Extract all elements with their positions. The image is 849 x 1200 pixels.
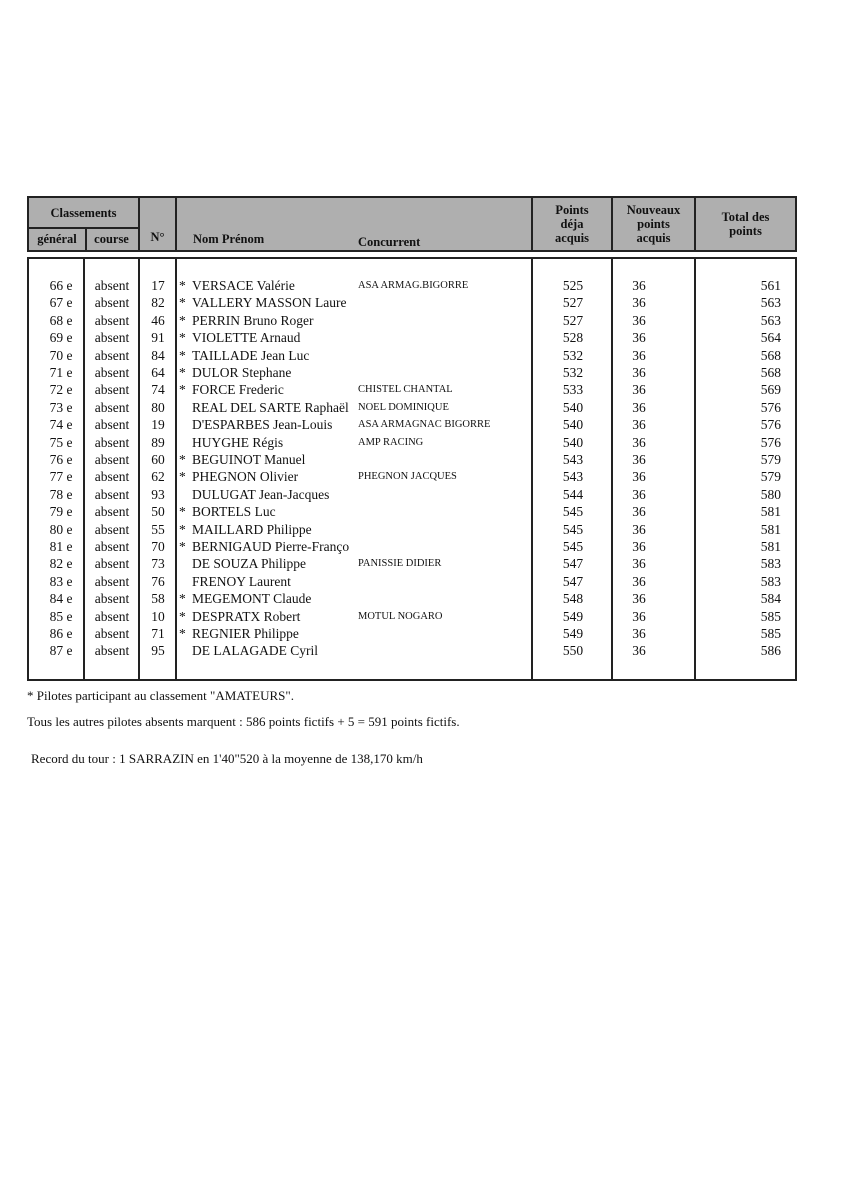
header-classements-label: Classements — [29, 198, 138, 229]
driver-name: DESPRATX Robert — [192, 608, 301, 624]
table-row — [29, 399, 795, 416]
rank-course: absent — [94, 608, 130, 624]
car-number: 71 — [151, 626, 165, 641]
amateur-marker: * — [179, 539, 186, 554]
rank-course: absent — [94, 347, 130, 363]
rank-course: absent — [94, 399, 130, 415]
amateur-marker: * — [179, 295, 186, 311]
rank-general: 73 e — [49, 399, 73, 415]
rank-course: absent — [94, 573, 130, 589]
total-points: 568 — [760, 347, 781, 363]
total-points: 576 — [760, 434, 781, 450]
entrant: PANISSIE DIDIER — [358, 558, 442, 570]
points-acquired: 543 — [562, 452, 584, 467]
amateur-marker: * — [179, 452, 186, 467]
rank-general: 67 e — [49, 295, 73, 311]
rank-course: absent — [94, 486, 130, 502]
total-points: 584 — [760, 591, 781, 607]
rank-course: absent — [94, 504, 130, 520]
table-row — [29, 312, 795, 329]
total-points: 561 — [760, 278, 781, 293]
rank-general: 76 e — [49, 452, 73, 467]
amateur-marker: * — [179, 312, 186, 328]
total-points: 585 — [760, 626, 781, 641]
rank-course: absent — [94, 417, 130, 433]
amateur-marker: * — [179, 608, 186, 624]
entrant: MOTUL NOGARO — [358, 610, 443, 622]
total-points: 563 — [760, 295, 781, 311]
header-course: course — [94, 231, 129, 246]
new-points: 36 — [632, 347, 646, 363]
table-row — [29, 364, 795, 381]
table-row — [29, 573, 795, 590]
table-row — [29, 486, 795, 503]
total-points: 569 — [760, 382, 781, 398]
points-acquired: 549 — [562, 626, 584, 641]
driver-name: D'ESPARBES Jean-Louis — [192, 417, 333, 433]
car-number: 73 — [151, 556, 165, 572]
car-number: 55 — [151, 521, 165, 537]
rank-general: 81 e — [49, 539, 73, 554]
points-acquired: 545 — [562, 539, 584, 554]
amateur-marker: * — [179, 521, 186, 537]
amateurs-note: * Pilotes participant au classement "AMATEURS". — [27, 688, 294, 703]
total-points: 581 — [760, 521, 781, 537]
rank-general: 78 e — [49, 486, 73, 502]
rank-general: 75 e — [49, 434, 73, 450]
rank-course: absent — [94, 365, 130, 380]
car-number: 80 — [151, 399, 165, 415]
entrant: AMP RACING — [358, 436, 424, 448]
car-number: 17 — [151, 278, 165, 293]
points-acquired: 545 — [562, 521, 584, 537]
header-nom-prenom: Nom Prénom — [193, 232, 265, 246]
absents-note: Tous les autres pilotes absents marquent : 586 points fictifs + 5 = 591 points fictifs. — [27, 714, 460, 729]
rank-course: absent — [94, 469, 130, 485]
car-number: 95 — [151, 643, 165, 659]
new-points: 36 — [632, 278, 646, 293]
total-points: 581 — [760, 539, 781, 554]
new-points: 36 — [632, 434, 646, 450]
total-points: 585 — [760, 608, 781, 624]
new-points: 36 — [632, 330, 646, 346]
table-row — [29, 521, 795, 538]
points-acquired: 545 — [562, 504, 584, 520]
table-row — [29, 451, 795, 468]
driver-name: DULUGAT Jean-Jacques — [192, 486, 330, 502]
rank-course: absent — [94, 382, 130, 398]
car-number: 19 — [151, 417, 165, 433]
new-points: 36 — [632, 312, 646, 328]
rank-general: 69 e — [49, 330, 73, 346]
new-points: 36 — [632, 452, 646, 467]
new-points: 36 — [632, 504, 646, 520]
new-points: 36 — [632, 417, 646, 433]
driver-name: VIOLETTE Arnaud — [192, 330, 301, 346]
points-acquired: 540 — [562, 417, 584, 433]
rank-general: 68 e — [49, 312, 73, 328]
table-header — [27, 196, 797, 252]
table-row — [29, 625, 795, 642]
points-acquired: 532 — [562, 365, 584, 380]
new-points: 36 — [632, 591, 646, 607]
total-points: 568 — [760, 365, 781, 380]
driver-name: BEGUINOT Manuel — [192, 452, 306, 467]
car-number: 62 — [151, 469, 165, 485]
lap-record: Record du tour : 1 SARRAZIN en 1'40"520 à la moyenne de 138,170 km/h — [31, 751, 423, 766]
table-row — [29, 468, 795, 485]
points-acquired: 547 — [562, 556, 584, 572]
new-points: 36 — [632, 556, 646, 572]
table-row — [29, 347, 795, 364]
rank-course: absent — [94, 556, 130, 572]
entrant: NOEL DOMINIQUE — [358, 401, 449, 413]
table-row — [29, 538, 795, 555]
header-numero: N° — [140, 198, 177, 250]
driver-name: DULOR Stephane — [192, 365, 292, 380]
points-acquired: 527 — [562, 295, 584, 311]
driver-name: VALLERY MASSON Laure — [192, 295, 347, 311]
entrant: ASA ARMAGNAC BIGORRE — [358, 419, 491, 431]
rank-general: 84 e — [49, 591, 73, 607]
rank-course: absent — [94, 539, 130, 554]
table-row — [29, 608, 795, 625]
driver-name: FORCE Frederic — [192, 382, 284, 398]
points-acquired: 547 — [562, 573, 584, 589]
car-number: 64 — [151, 365, 165, 380]
new-points: 36 — [632, 469, 646, 485]
total-points: 579 — [760, 469, 781, 485]
table-row — [29, 555, 795, 572]
amateur-marker: * — [179, 347, 186, 363]
rank-general: 85 e — [49, 608, 73, 624]
total-points: 583 — [760, 556, 781, 572]
driver-name: REAL DEL SARTE Raphaël — [192, 399, 349, 415]
rank-general: 79 e — [49, 504, 73, 520]
new-points: 36 — [632, 643, 646, 659]
new-points: 36 — [632, 608, 646, 624]
rank-general: 74 e — [49, 417, 73, 433]
rank-general: 83 e — [49, 573, 73, 589]
car-number: 76 — [151, 573, 165, 589]
rank-course: absent — [94, 643, 130, 659]
driver-name: PHEGNON Olivier — [192, 469, 299, 485]
amateur-marker: * — [179, 626, 186, 641]
total-points: 576 — [760, 399, 781, 415]
car-number: 60 — [151, 452, 165, 467]
amateur-marker: * — [179, 591, 186, 607]
total-points: 583 — [760, 573, 781, 589]
table-row — [29, 329, 795, 346]
points-acquired: 544 — [562, 486, 584, 502]
total-points: 586 — [760, 643, 781, 659]
new-points: 36 — [632, 626, 646, 641]
rank-course: absent — [94, 521, 130, 537]
points-acquired: 527 — [562, 312, 584, 328]
driver-name: DE SOUZA Philippe — [192, 556, 307, 572]
rank-course: absent — [94, 626, 130, 641]
driver-name: VERSACE Valérie — [192, 278, 295, 293]
header-general: général — [29, 227, 87, 250]
table-row — [29, 381, 795, 398]
rank-general: 80 e — [49, 521, 73, 537]
driver-name: BORTELS Luc — [192, 504, 276, 520]
driver-name: TAILLADE Jean Luc — [192, 347, 310, 363]
rank-general: 82 e — [49, 556, 73, 572]
new-points: 36 — [632, 521, 646, 537]
new-points: 36 — [632, 539, 646, 554]
table-row — [29, 416, 795, 433]
rank-general: 86 e — [49, 626, 73, 641]
new-points: 36 — [632, 399, 646, 415]
total-points: 579 — [760, 452, 781, 467]
rank-general: 87 e — [49, 643, 73, 659]
rank-general: 77 e — [49, 469, 73, 485]
driver-name: REGNIER Philippe — [192, 626, 299, 641]
car-number: 50 — [151, 504, 165, 520]
rank-general: 66 e — [49, 278, 73, 293]
rank-general: 70 e — [49, 347, 73, 363]
points-acquired: 528 — [562, 330, 584, 346]
points-acquired: 543 — [562, 469, 584, 485]
table-row — [29, 642, 795, 659]
rank-general: 72 e — [49, 382, 73, 398]
driver-name: DE LALAGADE Cyril — [192, 643, 318, 659]
table-row — [29, 503, 795, 520]
driver-name: BERNIGAUD Pierre-Franço — [192, 539, 350, 554]
driver-name: MEGEMONT Claude — [192, 591, 312, 607]
car-number: 93 — [151, 486, 165, 502]
points-acquired: 548 — [562, 591, 584, 607]
table-row — [29, 434, 795, 451]
total-points: 563 — [760, 312, 781, 328]
points-acquired: 550 — [562, 643, 584, 659]
points-acquired: 540 — [562, 434, 584, 450]
new-points: 36 — [632, 486, 646, 502]
driver-name: HUYGHE Régis — [192, 434, 284, 450]
rank-course: absent — [94, 434, 130, 450]
car-number: 70 — [151, 539, 165, 554]
car-number: 10 — [151, 608, 165, 624]
rank-course: absent — [94, 312, 130, 328]
car-number: 91 — [151, 330, 165, 346]
total-points: 576 — [760, 417, 781, 433]
car-number: 46 — [151, 312, 165, 328]
amateur-marker: * — [179, 278, 186, 293]
header-nom-concurrent — [177, 198, 533, 250]
new-points: 36 — [632, 365, 646, 380]
table-row — [29, 294, 795, 311]
driver-name: FRENOY Laurent — [192, 573, 291, 589]
points-acquired: 540 — [562, 399, 584, 415]
points-acquired: 533 — [562, 382, 584, 398]
new-points: 36 — [632, 295, 646, 311]
table-row — [29, 590, 795, 607]
header-points-deja: Points déja acquis — [533, 198, 613, 250]
header-classements — [29, 198, 140, 250]
car-number: 89 — [151, 434, 165, 450]
header-nouveaux-points: Nouveaux points acquis — [613, 198, 696, 250]
rank-course: absent — [94, 295, 130, 311]
rank-course: absent — [94, 452, 130, 467]
new-points: 36 — [632, 573, 646, 589]
rank-course: absent — [94, 330, 130, 346]
points-acquired: 525 — [562, 278, 584, 293]
entrant: PHEGNON JACQUES — [358, 471, 457, 483]
driver-name: MAILLARD Philippe — [192, 521, 312, 537]
results-table — [27, 257, 797, 681]
points-acquired: 549 — [562, 608, 584, 624]
new-points: 36 — [632, 382, 646, 398]
amateur-marker: * — [179, 504, 186, 520]
entrant: CHISTEL CHANTAL — [358, 384, 453, 396]
amateur-marker: * — [179, 330, 186, 346]
amateur-marker: * — [179, 469, 186, 485]
car-number: 58 — [151, 591, 165, 607]
driver-name: PERRIN Bruno Roger — [192, 312, 314, 328]
car-number: 82 — [151, 295, 165, 311]
total-points: 564 — [760, 330, 781, 346]
total-points: 580 — [760, 486, 781, 502]
table-row — [29, 277, 795, 294]
header-concurrent: Concurrent — [358, 235, 421, 249]
rank-course: absent — [94, 591, 130, 607]
rank-course: absent — [94, 278, 130, 293]
car-number: 84 — [151, 347, 165, 363]
amateur-marker: * — [179, 365, 186, 380]
total-points: 581 — [760, 504, 781, 520]
amateur-marker: * — [179, 382, 186, 398]
header-total: Total des points — [721, 210, 770, 238]
rank-general: 71 e — [49, 365, 73, 380]
entrant: ASA ARMAG.BIGORRE — [358, 280, 469, 291]
car-number: 74 — [151, 382, 165, 398]
points-acquired: 532 — [562, 347, 584, 363]
